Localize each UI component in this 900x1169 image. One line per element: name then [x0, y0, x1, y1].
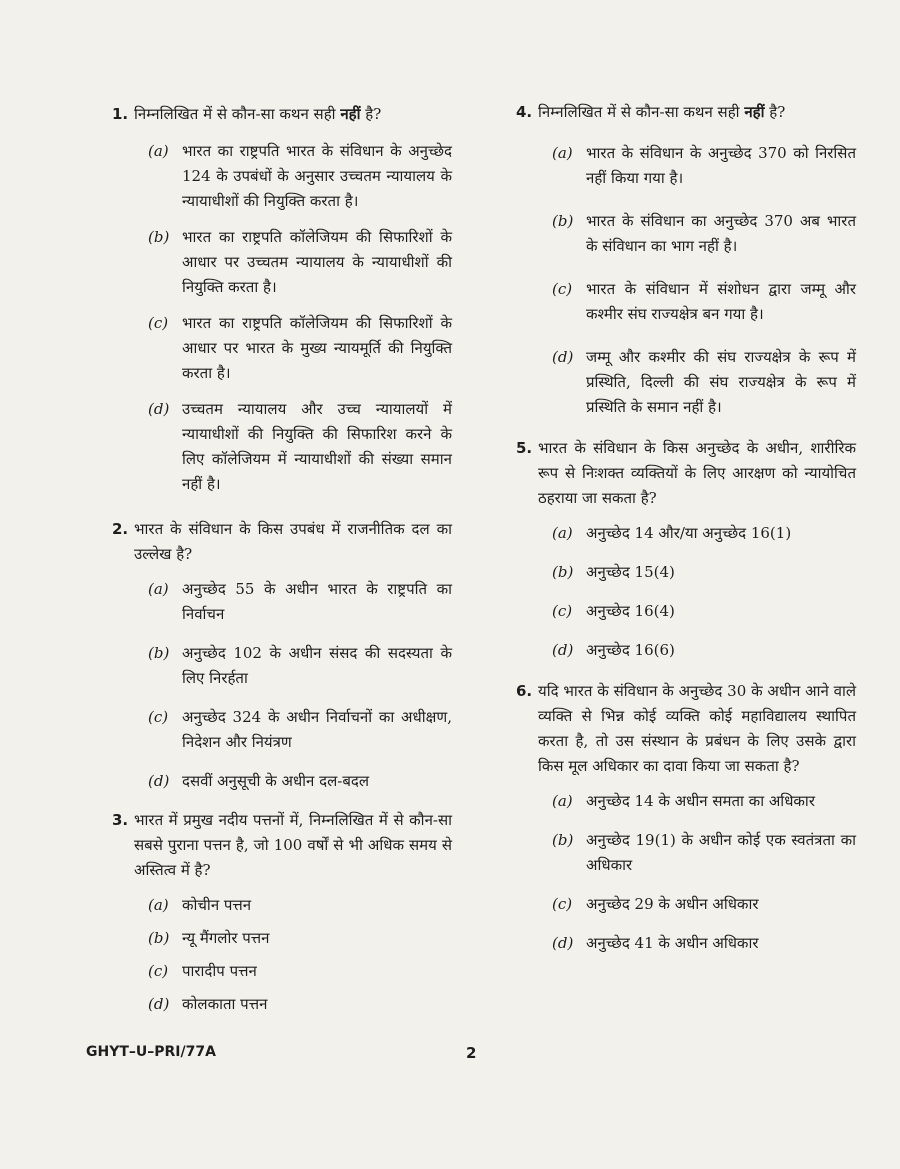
option-d: (d) जम्मू और कश्मीर की संघ राज्यक्षेत्र के रूप में प्रस्थिति, दिल्ली की संघ राज्यक्षेत्र के रूप में प्रस्थिति के समान नहीं है। — [552, 348, 856, 416]
option-d: (d) कोलकाता पत्तन — [148, 995, 268, 1013]
question-1 — [112, 102, 452, 497]
question-stem: भारत में प्रमुख नदीय पत्तनों में, निम्नलिखित में से कौन-सा सबसे पुराना पत्तन है, जो 100 वर्षों से भी अधिक समय से अस्तित्व में है? — [134, 811, 452, 879]
question-number: 5. — [516, 439, 533, 457]
question-number: 3. — [112, 811, 129, 829]
question-number: 4. — [516, 103, 533, 121]
option-a: (a) अनुच्छेद 14 के अधीन समता का अधिकार — [552, 792, 815, 810]
option-b: (b) अनुच्छेद 19(1) के अधीन कोई एक स्वतंत्रता का अधिकार — [552, 831, 856, 874]
left-column — [112, 100, 452, 1031]
question-stem: निम्नलिखित में से कौन-सा कथन सही नहीं है? — [538, 103, 786, 121]
option-c: (c) अनुच्छेद 324 के अधीन निर्वाचनों का अधीक्षण, निदेशन और नियंत्रण — [148, 708, 452, 751]
option-c: (c) भारत के संविधान में संशोधन द्वारा जम्मू और कश्मीर संघ राज्यक्षेत्र बन गया है। — [552, 280, 856, 323]
right-column — [516, 100, 856, 970]
option-c: (c) भारत का राष्ट्रपति कॉलेजियम की सिफारिशों के आधार पर भारत के मुख्य न्यायमूर्ति की नियुक्ति करता है। — [148, 314, 452, 382]
question-2 — [112, 517, 452, 794]
question-4 — [516, 100, 856, 420]
option-b: (b) भारत का राष्ट्रपति कॉलेजियम की सिफारिशों के आधार पर उच्चतम न्यायालय के न्यायाधीशों की नियुक्ति करता है। — [148, 228, 452, 296]
option-d: (d) अनुच्छेद 41 के अधीन अधिकार — [552, 934, 759, 952]
option-d: (d) दसवीं अनुसूची के अधीन दल-बदल — [148, 772, 370, 790]
question-5 — [516, 436, 856, 663]
question-stem: भारत के संविधान के किस अनुच्छेद के अधीन, शारीरिक रूप से निःशक्त व्यक्तियों के लिए आरक्षण को न्यायोचित ठहराया जा सकता है? — [538, 439, 856, 507]
option-a: (a) कोचीन पत्तन — [148, 896, 252, 914]
question-3 — [112, 808, 452, 1017]
option-c: (c) पारादीप पत्तन — [148, 962, 257, 980]
question-number: 6. — [516, 682, 533, 700]
option-d: (d) उच्चतम न्यायालय और उच्च न्यायालयों में न्यायाधीशों की नियुक्ति की सिफारिश करने के लिए कॉलेजियम में न्यायाधीशों की संख्या समान नहीं है। — [148, 400, 452, 493]
question-number: 2. — [112, 520, 129, 538]
option-a: (a) अनुच्छेद 55 के अधीन भारत के राष्ट्रपति का निर्वाचन — [148, 580, 452, 623]
question-stem: भारत के संविधान के किस उपबंध में राजनीतिक दल का उल्लेख है? — [134, 520, 452, 563]
option-a: (a) भारत का राष्ट्रपति भारत के संविधान के अनुच्छेद 124 के उपबंधों के अनुसार उच्चतम न्यायालय के न्यायाधीशों की नियुक्ति करता है। — [148, 142, 452, 210]
option-a: (a) भारत के संविधान के अनुच्छेद 370 को निरसित नहीं किया गया है। — [552, 144, 856, 187]
option-b: (b) न्यू मैंगलोर पत्तन — [148, 929, 270, 947]
option-a: (a) अनुच्छेद 14 और/या अनुच्छेद 16(1) — [552, 524, 792, 542]
option-b: (b) अनुच्छेद 102 के अधीन संसद की सदस्यता के लिए निरर्हता — [148, 644, 452, 687]
option-c: (c) अनुच्छेद 29 के अधीन अधिकार — [552, 895, 759, 913]
question-number: 1. — [112, 105, 129, 123]
option-b: (b) अनुच्छेद 15(4) — [552, 563, 675, 581]
page-number: 2 — [466, 1044, 477, 1062]
option-d: (d) अनुच्छेद 16(6) — [552, 641, 675, 659]
question-stem: निम्नलिखित में से कौन-सा कथन सही नहीं है? — [134, 105, 382, 123]
question-stem: यदि भारत के संविधान के अनुच्छेद 30 के अधीन आने वाले व्यक्ति से भिन्न कोई व्यक्ति कोई महाविद्यालय स्थापित करता है, तो उस संस्थान के प्रबंधन के लिए उसके द्वारा किस मूल अधिकार का दावा किया जा सकता है? — [538, 682, 856, 775]
option-c: (c) अनुच्छेद 16(4) — [552, 602, 675, 620]
question-6 — [516, 679, 856, 956]
paper-code: GHYT–U–PRI/77A — [86, 1044, 216, 1060]
option-b: (b) भारत के संविधान का अनुच्छेद 370 अब भारत के संविधान का भाग नहीं है। — [552, 212, 856, 255]
